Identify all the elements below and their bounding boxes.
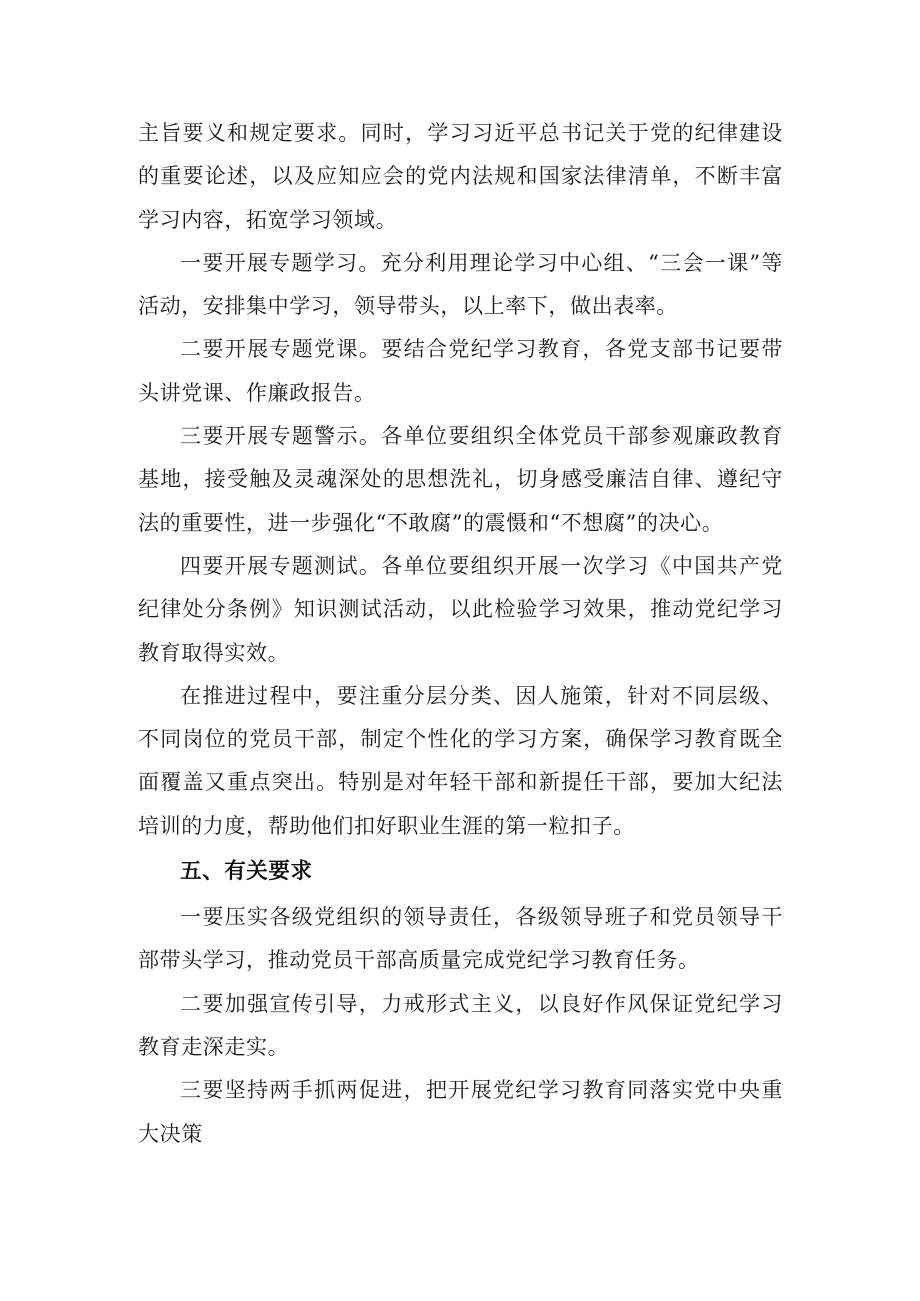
paragraph-layered-approach: 在推进过程中，要注重分层分类、因人施策，针对不同层级、不同岗位的党员干部，制定个性化的学习方案，确保学习教育既全面覆盖又重点突出。特别是对年轻干部和新提任干部，要加大纪法培训的力度，帮助他们扣好职业生涯的第一粒扣子。 [138,683,783,838]
paragraph-special-study: 一要开展专题学习。充分利用理论学习中心组、“三会一课”等活动，安排集中学习，领导带头，以上率下，做出表率。 [138,250,783,319]
paragraph-publicity-guidance: 二要加强宣传引导，力戒形式主义，以良好作风保证党纪学习教育走深走实。 [138,991,783,1059]
paragraph-leadership-responsibility: 一要压实各级党组织的领导责任，各级领导班子和党员领导干部带头学习，推动党员干部高质量完成党纪学习教育任务。 [138,905,783,973]
paragraph-two-hands: 三要坚持两手抓两促进，把开展党纪学习教育同落实党中央重大决策 [138,1078,783,1146]
paragraph-special-test: 四要开展专题测试。各单位要组织开展一次学习《中国共产党纪律处分条例》知识测试活动，以此检验学习效果，推动党纪学习教育取得实效。 [138,553,783,665]
section-heading: 五、有关要求 [180,859,313,885]
paragraph-continuation: 主旨要义和规定要求。同时，学习习近平总书记关于党的纪律建设的重要论述，以及应知应会的党内法规和国家法律清单，不断丰富学习内容，拓宽学习领域。 [138,121,783,232]
paragraph-special-warning: 三要开展专题警示。各单位要组织全体党员干部参观廉政教育基地，接受触及灵魂深处的思想洗礼，切身感受廉洁自律、遵纪守法的重要性，进一步强化“不敢腐”的震慑和“不想腐”的决心。 [138,424,783,535]
document-body [138,112,783,1156]
paragraph-special-party-lecture: 二要开展专题党课。要结合党纪学习教育，各党支部书记要带头讲党课、作廉政报告。 [138,337,783,405]
